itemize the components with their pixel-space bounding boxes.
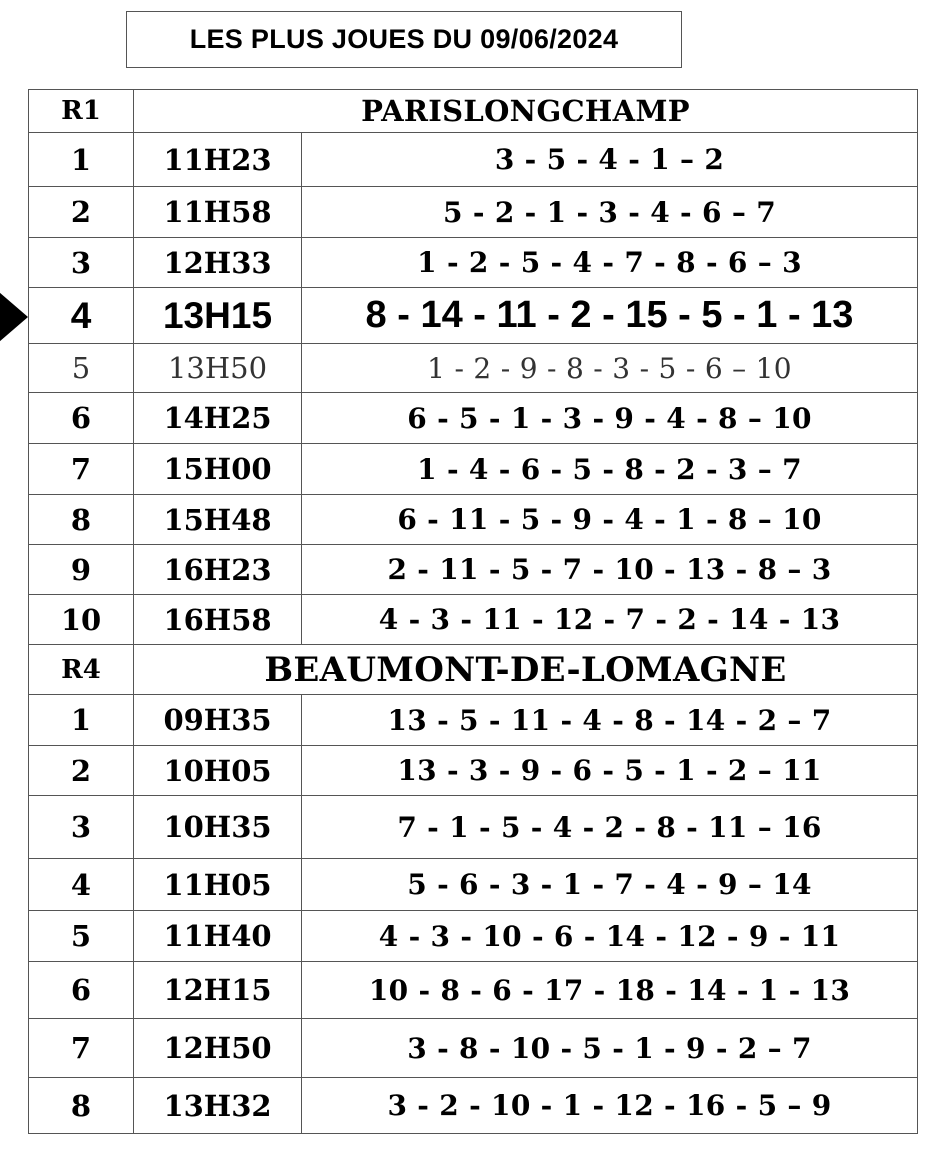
race-row-featured <box>29 288 918 344</box>
race-time: 13H15 <box>134 288 302 344</box>
race-row <box>29 1078 918 1134</box>
race-time: 11H58 <box>134 187 302 238</box>
race-row <box>29 393 918 444</box>
race-number: 7 <box>29 1019 134 1078</box>
race-number: 7 <box>29 444 134 495</box>
race-number: 8 <box>29 495 134 545</box>
race-time: 16H23 <box>134 545 302 595</box>
race-time: 13H32 <box>134 1078 302 1134</box>
race-row <box>29 962 918 1019</box>
race-row <box>29 595 918 645</box>
race-time: 13H50 <box>134 344 302 393</box>
race-numbers: 6 - 11 - 5 - 9 - 4 - 1 - 8 – 10 <box>302 495 918 545</box>
race-time: 12H50 <box>134 1019 302 1078</box>
race-row <box>29 911 918 962</box>
race-time: 11H23 <box>134 133 302 187</box>
arrow-right-icon <box>0 286 28 348</box>
race-numbers: 8 - 14 - 11 - 2 - 15 - 5 - 1 - 13 <box>302 288 918 344</box>
race-number: 6 <box>29 393 134 444</box>
race-numbers: 13 - 3 - 9 - 6 - 5 - 1 - 2 – 11 <box>302 746 918 796</box>
race-numbers: 5 - 2 - 1 - 3 - 4 - 6 – 7 <box>302 187 918 238</box>
race-row <box>29 1019 918 1078</box>
race-time: 09H35 <box>134 695 302 746</box>
race-row <box>29 746 918 796</box>
race-number: 2 <box>29 746 134 796</box>
race-number: 10 <box>29 595 134 645</box>
race-row <box>29 859 918 911</box>
race-number: 4 <box>29 859 134 911</box>
race-numbers: 3 - 8 - 10 - 5 - 1 - 9 - 2 – 7 <box>302 1019 918 1078</box>
reunion-code: R4 <box>29 645 134 695</box>
race-time: 14H25 <box>134 393 302 444</box>
page-title: LES PLUS JOUES DU 09/06/2024 <box>126 11 682 68</box>
race-time: 10H35 <box>134 796 302 859</box>
race-numbers: 6 - 5 - 1 - 3 - 9 - 4 - 8 – 10 <box>302 393 918 444</box>
race-numbers: 1 - 4 - 6 - 5 - 8 - 2 - 3 – 7 <box>302 444 918 495</box>
race-numbers: 4 - 3 - 11 - 12 - 7 - 2 - 14 - 13 <box>302 595 918 645</box>
results-table <box>28 89 918 1134</box>
reunion-header <box>29 645 918 695</box>
race-number: 6 <box>29 962 134 1019</box>
reunion-code: R1 <box>29 90 134 133</box>
race-numbers: 13 - 5 - 11 - 4 - 8 - 14 - 2 – 7 <box>302 695 918 746</box>
race-row <box>29 238 918 288</box>
race-number: 9 <box>29 545 134 595</box>
race-row <box>29 133 918 187</box>
race-row <box>29 695 918 746</box>
race-numbers: 2 - 11 - 5 - 7 - 10 - 13 - 8 – 3 <box>302 545 918 595</box>
race-number: 8 <box>29 1078 134 1134</box>
race-numbers: 1 - 2 - 9 - 8 - 3 - 5 - 6 – 10 <box>302 344 918 393</box>
race-number: 5 <box>29 344 134 393</box>
race-time: 15H48 <box>134 495 302 545</box>
race-row <box>29 545 918 595</box>
reunion-header <box>29 90 918 133</box>
race-number: 5 <box>29 911 134 962</box>
race-time: 12H33 <box>134 238 302 288</box>
race-row <box>29 495 918 545</box>
venue-name: BEAUMONT-DE-LOMAGNE <box>134 645 918 695</box>
race-time: 11H40 <box>134 911 302 962</box>
venue-name: PARISLONGCHAMP <box>134 90 918 133</box>
race-time: 10H05 <box>134 746 302 796</box>
race-numbers: 5 - 6 - 3 - 1 - 7 - 4 - 9 – 14 <box>302 859 918 911</box>
race-number: 1 <box>29 695 134 746</box>
race-numbers: 3 - 2 - 10 - 1 - 12 - 16 - 5 – 9 <box>302 1078 918 1134</box>
race-time: 16H58 <box>134 595 302 645</box>
race-time: 12H15 <box>134 962 302 1019</box>
race-number: 1 <box>29 133 134 187</box>
race-number: 2 <box>29 187 134 238</box>
race-row <box>29 796 918 859</box>
race-numbers: 3 - 5 - 4 - 1 – 2 <box>302 133 918 187</box>
race-row <box>29 444 918 495</box>
race-row <box>29 344 918 393</box>
race-numbers: 4 - 3 - 10 - 6 - 14 - 12 - 9 - 11 <box>302 911 918 962</box>
race-row <box>29 187 918 238</box>
race-time: 11H05 <box>134 859 302 911</box>
race-numbers: 10 - 8 - 6 - 17 - 18 - 14 - 1 - 13 <box>302 962 918 1019</box>
race-number: 3 <box>29 796 134 859</box>
race-numbers: 7 - 1 - 5 - 4 - 2 - 8 - 11 – 16 <box>302 796 918 859</box>
race-number: 3 <box>29 238 134 288</box>
race-numbers: 1 - 2 - 5 - 4 - 7 - 8 - 6 – 3 <box>302 238 918 288</box>
race-number: 4 <box>29 288 134 344</box>
race-time: 15H00 <box>134 444 302 495</box>
